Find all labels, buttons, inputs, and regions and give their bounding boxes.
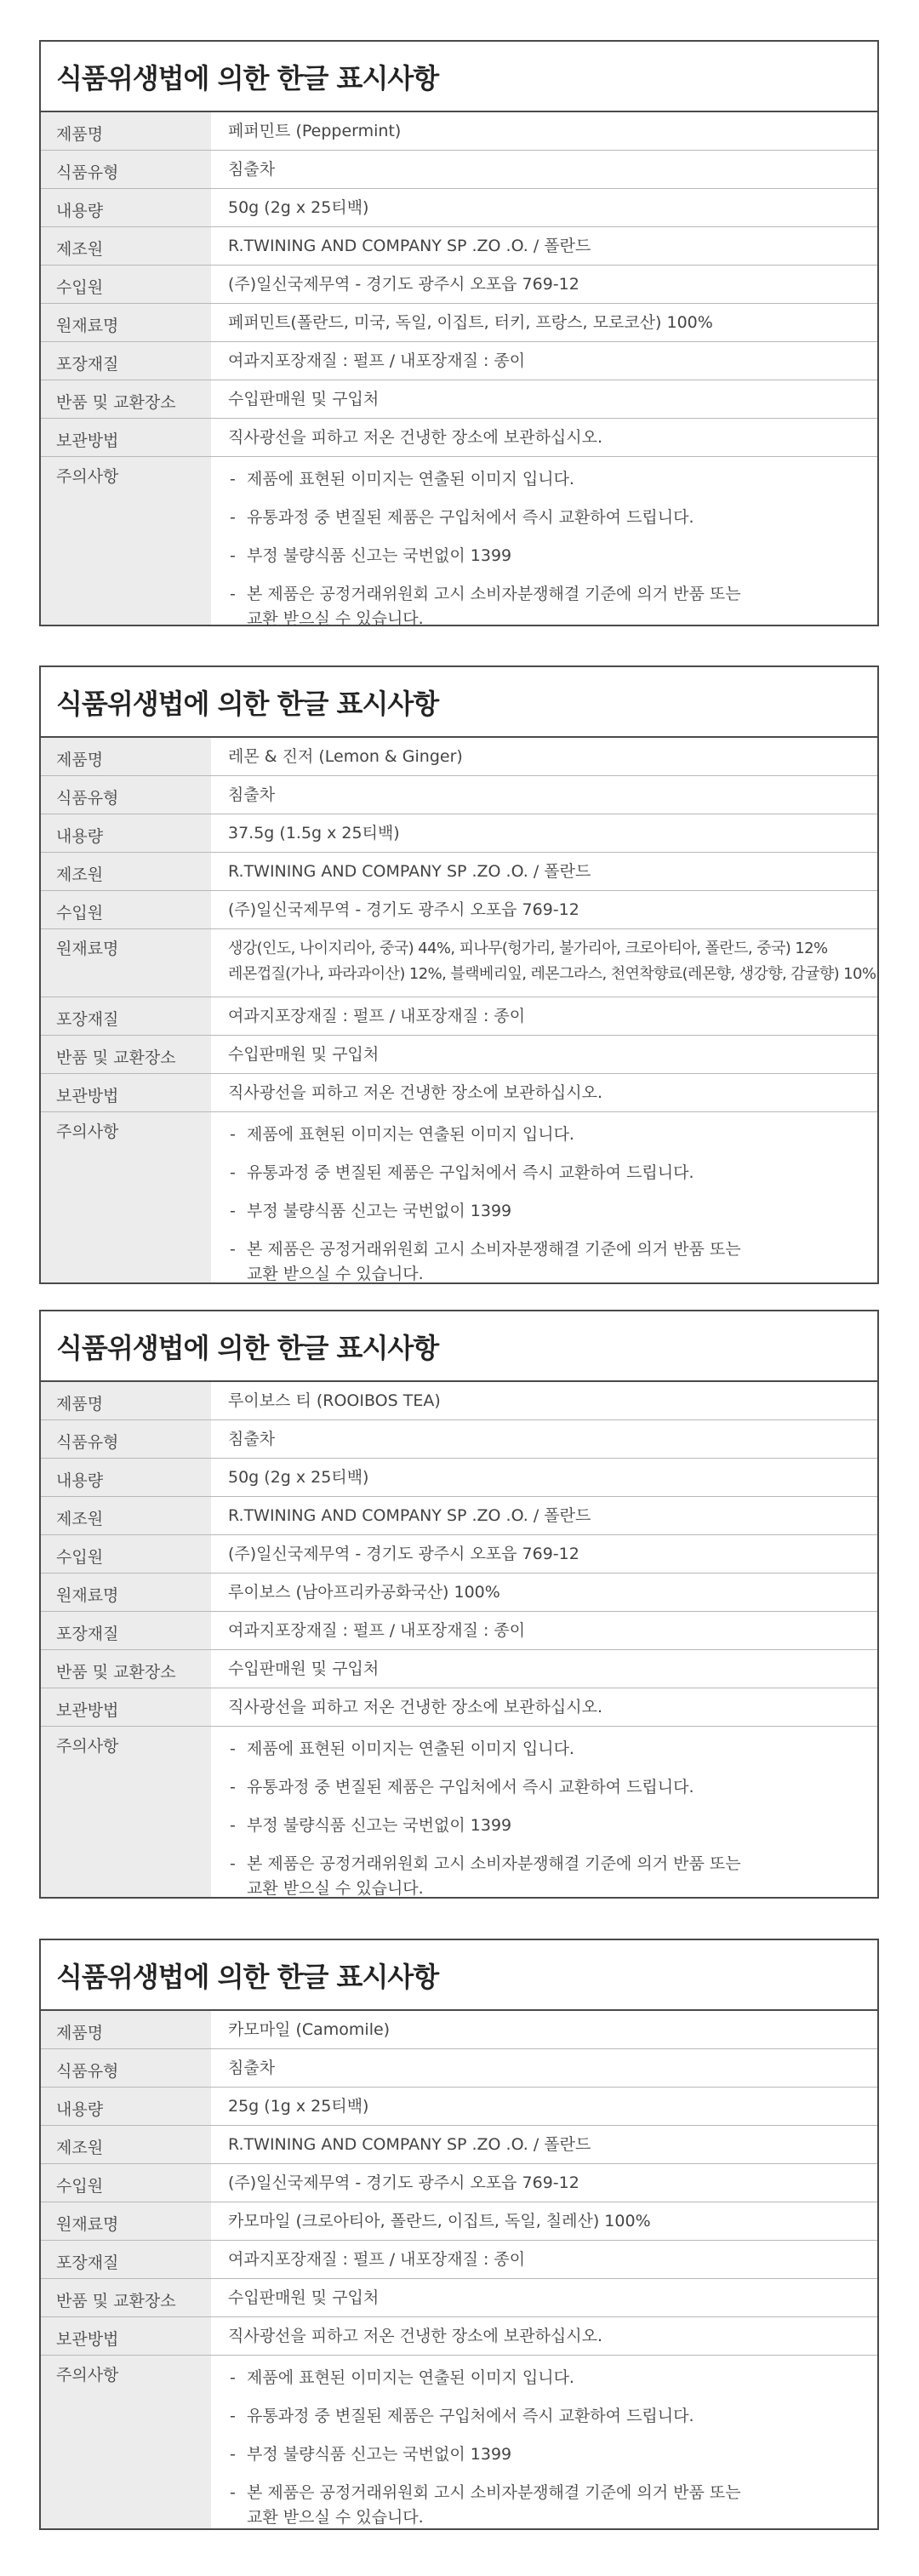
table-row bbox=[41, 2279, 877, 2317]
table-row bbox=[41, 2317, 877, 2356]
row-value bbox=[211, 266, 877, 303]
row-label: 제품명 bbox=[41, 738, 211, 775]
table-row bbox=[41, 342, 877, 380]
caution-text: 유통과정 중 변질된 제품은 구입처에서 즉시 교환하여 드립니다. bbox=[247, 1163, 694, 1182]
caution-text-cont: 교환 받으실 수 있습니다. bbox=[247, 2508, 424, 2527]
row-value bbox=[211, 151, 877, 188]
row-value-line: 페퍼민트(폴란드, 미국, 독일, 이집트, 터키, 프랑스, 모로코산) 100% bbox=[228, 313, 713, 332]
table-row bbox=[41, 2011, 877, 2049]
row-value bbox=[211, 1036, 877, 1073]
row-value bbox=[211, 304, 877, 341]
row-value bbox=[211, 2088, 877, 2125]
caution-text: 본 제품은 공정거래위원회 고시 소비자분쟁해결 기준에 의거 반품 또는 bbox=[247, 1240, 741, 1259]
table-row bbox=[41, 419, 877, 457]
row-value-line: (주)일신국제무역 - 경기도 광주시 오포읍 769-12 bbox=[228, 1545, 579, 1563]
caution-item bbox=[230, 467, 877, 492]
row-label: 수입원 bbox=[41, 2164, 211, 2202]
row-value-line: 루이보스 (남아프리카공화국산) 100% bbox=[228, 1583, 500, 1602]
row-value bbox=[211, 891, 877, 928]
row-label: 수입원 bbox=[41, 266, 211, 303]
table-row bbox=[41, 2241, 877, 2279]
row-value bbox=[211, 1382, 877, 1419]
caution-text: 본 제품은 공정거래위원회 고시 소비자분쟁해결 기준에 의거 반품 또는 bbox=[247, 2483, 741, 2502]
dash-bullet: - bbox=[230, 1163, 236, 1182]
row-label: 제조원 bbox=[41, 227, 211, 265]
row-value-line: (주)일신국제무역 - 경기도 광주시 오포읍 769-12 bbox=[228, 2173, 579, 2192]
row-value bbox=[211, 853, 877, 890]
caution-text: 유통과정 중 변질된 제품은 구입처에서 즉시 교환하여 드립니다. bbox=[247, 1778, 694, 1796]
row-value bbox=[211, 997, 877, 1035]
row-value bbox=[211, 112, 877, 150]
row-label: 포장재질 bbox=[41, 2241, 211, 2278]
row-value-line: 50g (2g x 25티백) bbox=[228, 198, 369, 217]
table-row bbox=[41, 112, 877, 151]
row-label: 보관방법 bbox=[41, 419, 211, 456]
row-value-line: 침출차 bbox=[228, 785, 276, 804]
row-value-line: 여과지포장재질 : 펄프 / 내포장재질 : 종이 bbox=[228, 1621, 526, 1640]
table-row bbox=[41, 1535, 877, 1574]
row-value bbox=[211, 1497, 877, 1534]
label-panel bbox=[39, 665, 879, 1284]
row-value-line: 침출차 bbox=[228, 1430, 276, 1448]
caution-item bbox=[230, 2481, 877, 2530]
dash-bullet: - bbox=[230, 1816, 236, 1835]
table-row bbox=[41, 1420, 877, 1459]
row-value-line: R.TWINING AND COMPANY SP .ZO .O. / 폴란드 bbox=[228, 862, 591, 881]
caution-value bbox=[211, 2356, 877, 2528]
table-row bbox=[41, 1650, 877, 1688]
caution-text: 제품에 표현된 이미지는 연출된 이미지 입니다. bbox=[247, 2368, 574, 2387]
caution-list bbox=[228, 1119, 877, 1287]
caution-row bbox=[41, 1112, 877, 1282]
table-row bbox=[41, 2126, 877, 2164]
table-row bbox=[41, 189, 877, 227]
table-row bbox=[41, 738, 877, 776]
row-label: 원재료명 bbox=[41, 929, 211, 997]
row-label: 수입원 bbox=[41, 1535, 211, 1573]
row-label: 식품유형 bbox=[41, 776, 211, 814]
table-row bbox=[41, 1574, 877, 1612]
dash-bullet: - bbox=[230, 1125, 236, 1144]
row-value bbox=[211, 189, 877, 226]
panel-title: 식품위생법에 의한 한글 표시사항 bbox=[41, 1311, 877, 1382]
caution-list bbox=[228, 2362, 877, 2530]
caution-row bbox=[41, 2356, 877, 2528]
row-label: 내용량 bbox=[41, 814, 211, 852]
caution-row bbox=[41, 457, 877, 628]
row-value bbox=[211, 1420, 877, 1458]
row-label: 식품유형 bbox=[41, 151, 211, 188]
row-label: 주의사항 bbox=[41, 1727, 211, 1897]
row-value bbox=[211, 929, 877, 997]
row-value bbox=[211, 2011, 877, 2048]
row-label: 포장재질 bbox=[41, 342, 211, 380]
row-value-line: 카모마일 (크로아티아, 폴란드, 이집트, 독일, 칠레산) 100% bbox=[228, 2212, 651, 2230]
row-value-line: 직사광선을 피하고 저온 건냉한 장소에 보관하십시오. bbox=[228, 2327, 603, 2345]
caution-item bbox=[230, 2442, 877, 2467]
table-row bbox=[41, 227, 877, 266]
row-value-line: 직사광선을 피하고 저온 건냉한 장소에 보관하십시오. bbox=[228, 428, 603, 447]
caution-text: 본 제품은 공정거래위원회 고시 소비자분쟁해결 기준에 의거 반품 또는 bbox=[247, 1854, 741, 1873]
row-value-line: 수입판매원 및 구입처 bbox=[228, 2288, 380, 2307]
row-value bbox=[211, 342, 877, 380]
row-label: 제조원 bbox=[41, 1497, 211, 1534]
row-value-line: 50g (2g x 25티백) bbox=[228, 1468, 369, 1487]
row-value-line: 직사광선을 피하고 저온 건냉한 장소에 보관하십시오. bbox=[228, 1083, 603, 1102]
row-label: 반품 및 교환장소 bbox=[41, 2279, 211, 2316]
row-value bbox=[211, 1688, 877, 1726]
table-row bbox=[41, 814, 877, 853]
caution-item bbox=[230, 1199, 877, 1224]
table-row bbox=[41, 2164, 877, 2202]
caution-item bbox=[230, 1737, 877, 1762]
row-value bbox=[211, 776, 877, 814]
table-row bbox=[41, 1074, 877, 1112]
panel-title: 식품위생법에 의한 한글 표시사항 bbox=[41, 42, 877, 112]
row-value-line: 생강(인도, 나이지리아, 중국) 44%, 피나무(헝가리, 불가리아, 크로아티아, 폴란드, 중국) 12% bbox=[228, 940, 828, 957]
row-value-line: 카모마일 (Camomile) bbox=[228, 2020, 391, 2039]
row-value bbox=[211, 1535, 877, 1573]
row-value-line: 레몬껍질(가나, 파라과이산) 12%, 블랙베리잎, 레몬그라스, 천연착향료(레몬향, 생강향, 감귤향) 10% bbox=[228, 965, 876, 983]
row-value-line: 침출차 bbox=[228, 160, 276, 179]
table-row bbox=[41, 266, 877, 304]
table-row bbox=[41, 1036, 877, 1074]
row-label: 제품명 bbox=[41, 112, 211, 150]
row-value-line: 25g (1g x 25티백) bbox=[228, 2097, 369, 2116]
row-value-line: 침출차 bbox=[228, 2059, 276, 2077]
row-value bbox=[211, 2241, 877, 2278]
table-row bbox=[41, 1459, 877, 1497]
caution-text: 본 제품은 공정거래위원회 고시 소비자분쟁해결 기준에 의거 반품 또는 bbox=[247, 585, 741, 603]
caution-text: 부정 불량식품 신고는 국번없이 1399 bbox=[247, 2445, 512, 2464]
caution-text: 유통과정 중 변질된 제품은 구입처에서 즉시 교환하여 드립니다. bbox=[247, 2407, 694, 2425]
row-label: 반품 및 교환장소 bbox=[41, 1036, 211, 1073]
table-row bbox=[41, 776, 877, 814]
row-label: 제조원 bbox=[41, 2126, 211, 2163]
dash-bullet: - bbox=[230, 1240, 236, 1259]
row-label: 보관방법 bbox=[41, 2317, 211, 2355]
row-label: 원재료명 bbox=[41, 1574, 211, 1611]
table-row bbox=[41, 1612, 877, 1650]
row-label: 제품명 bbox=[41, 1382, 211, 1419]
caution-text: 제품에 표현된 이미지는 연출된 이미지 입니다. bbox=[247, 470, 574, 488]
row-label: 내용량 bbox=[41, 1459, 211, 1496]
caution-text-cont: 교환 받으실 수 있습니다. bbox=[247, 1265, 424, 1283]
dash-bullet: - bbox=[230, 546, 236, 565]
row-value-line: 여과지포장재질 : 펄프 / 내포장재질 : 종이 bbox=[228, 2250, 526, 2269]
caution-text: 부정 불량식품 신고는 국번없이 1399 bbox=[247, 1816, 512, 1835]
row-value bbox=[211, 2317, 877, 2355]
caution-row bbox=[41, 1727, 877, 1897]
row-value-line: 레몬 & 진저 (Lemon & Ginger) bbox=[228, 747, 463, 766]
row-label: 주의사항 bbox=[41, 457, 211, 625]
dash-bullet: - bbox=[230, 585, 236, 603]
dash-bullet: - bbox=[230, 2483, 236, 2502]
row-value-line: R.TWINING AND COMPANY SP .ZO .O. / 폴란드 bbox=[228, 1506, 591, 1525]
row-label: 주의사항 bbox=[41, 1112, 211, 1282]
row-value-line: 수입판매원 및 구입처 bbox=[228, 1659, 380, 1678]
caution-item bbox=[230, 1237, 877, 1287]
row-label: 보관방법 bbox=[41, 1074, 211, 1111]
caution-item bbox=[230, 505, 877, 530]
row-value-line: 직사광선을 피하고 저온 건냉한 장소에 보관하십시오. bbox=[228, 1698, 603, 1716]
label-panel bbox=[39, 40, 879, 626]
caution-text: 부정 불량식품 신고는 국번없이 1399 bbox=[247, 1202, 512, 1220]
caution-value bbox=[211, 1727, 877, 1897]
caution-item bbox=[230, 1813, 877, 1838]
row-value-line: R.TWINING AND COMPANY SP .ZO .O. / 폴란드 bbox=[228, 237, 591, 255]
row-label: 내용량 bbox=[41, 2088, 211, 2125]
table-row bbox=[41, 1497, 877, 1535]
dash-bullet: - bbox=[230, 1202, 236, 1220]
row-label: 내용량 bbox=[41, 189, 211, 226]
row-value bbox=[211, 380, 877, 418]
dash-bullet: - bbox=[230, 508, 236, 527]
table-row bbox=[41, 853, 877, 891]
caution-item bbox=[230, 544, 877, 568]
row-value bbox=[211, 2164, 877, 2202]
row-value bbox=[211, 2202, 877, 2240]
row-value-line: (주)일신국제무역 - 경기도 광주시 오포읍 769-12 bbox=[228, 275, 579, 294]
row-value bbox=[211, 814, 877, 852]
row-value bbox=[211, 738, 877, 775]
caution-list bbox=[228, 464, 877, 631]
table-row bbox=[41, 1688, 877, 1727]
table-row bbox=[41, 380, 877, 419]
row-value-line: (주)일신국제무역 - 경기도 광주시 오포읍 769-12 bbox=[228, 900, 579, 919]
row-label: 주의사항 bbox=[41, 2356, 211, 2528]
row-label: 식품유형 bbox=[41, 2049, 211, 2087]
row-value bbox=[211, 1650, 877, 1688]
row-value bbox=[211, 227, 877, 265]
row-value bbox=[211, 419, 877, 456]
table-row bbox=[41, 2049, 877, 2088]
row-label: 보관방법 bbox=[41, 1688, 211, 1726]
table-row bbox=[41, 1382, 877, 1420]
row-value-line: 수입판매원 및 구입처 bbox=[228, 390, 380, 408]
row-label: 식품유형 bbox=[41, 1420, 211, 1458]
table-row bbox=[41, 891, 877, 929]
caution-text: 유통과정 중 변질된 제품은 구입처에서 즉시 교환하여 드립니다. bbox=[247, 508, 694, 527]
row-value-line: 여과지포장재질 : 펄프 / 내포장재질 : 종이 bbox=[228, 1007, 526, 1025]
row-value-line: R.TWINING AND COMPANY SP .ZO .O. / 폴란드 bbox=[228, 2135, 591, 2154]
table-row bbox=[41, 2088, 877, 2126]
panel-title: 식품위생법에 의한 한글 표시사항 bbox=[41, 667, 877, 738]
row-value bbox=[211, 1612, 877, 1649]
caution-value bbox=[211, 457, 877, 628]
row-label: 제품명 bbox=[41, 2011, 211, 2048]
caution-item bbox=[230, 2404, 877, 2429]
caution-item bbox=[230, 1122, 877, 1147]
caution-item bbox=[230, 1852, 877, 1901]
caution-text-cont: 교환 받으실 수 있습니다. bbox=[247, 1879, 424, 1898]
caution-text: 제품에 표현된 이미지는 연출된 이미지 입니다. bbox=[247, 1125, 574, 1144]
dash-bullet: - bbox=[230, 1778, 236, 1796]
table-row bbox=[41, 2202, 877, 2241]
panel-title: 식품위생법에 의한 한글 표시사항 bbox=[41, 1940, 877, 2011]
table-row bbox=[41, 929, 877, 997]
caution-value bbox=[211, 1112, 877, 1282]
row-label: 포장재질 bbox=[41, 997, 211, 1035]
dash-bullet: - bbox=[230, 2407, 236, 2425]
row-label: 포장재질 bbox=[41, 1612, 211, 1649]
table-row bbox=[41, 304, 877, 342]
caution-text: 부정 불량식품 신고는 국번없이 1399 bbox=[247, 546, 512, 565]
label-panel bbox=[39, 1310, 879, 1899]
caution-text: 제품에 표현된 이미지는 연출된 이미지 입니다. bbox=[247, 1739, 574, 1758]
row-label: 반품 및 교환장소 bbox=[41, 1650, 211, 1688]
caution-item bbox=[230, 1161, 877, 1185]
dash-bullet: - bbox=[230, 1854, 236, 1873]
caution-list bbox=[228, 1734, 877, 1901]
label-panel bbox=[39, 1939, 879, 2530]
row-value-line: 루이보스 티 (ROOIBOS TEA) bbox=[228, 1391, 441, 1410]
row-value-line: 수입판매원 및 구입처 bbox=[228, 1045, 380, 1064]
row-value bbox=[211, 2049, 877, 2087]
caution-text-cont: 교환 받으실 수 있습니다. bbox=[247, 609, 424, 628]
dash-bullet: - bbox=[230, 2368, 236, 2387]
row-value bbox=[211, 2279, 877, 2316]
row-value-line: 37.5g (1.5g x 25티백) bbox=[228, 824, 400, 842]
row-value-line: 여과지포장재질 : 펄프 / 내포장재질 : 종이 bbox=[228, 351, 526, 370]
caution-item bbox=[230, 582, 877, 631]
row-value bbox=[211, 1574, 877, 1611]
table-row bbox=[41, 151, 877, 189]
row-value bbox=[211, 1459, 877, 1496]
row-label: 원재료명 bbox=[41, 2202, 211, 2240]
dash-bullet: - bbox=[230, 470, 236, 488]
table-row bbox=[41, 997, 877, 1036]
dash-bullet: - bbox=[230, 1739, 236, 1758]
row-label: 원재료명 bbox=[41, 304, 211, 341]
row-label: 반품 및 교환장소 bbox=[41, 380, 211, 418]
row-value bbox=[211, 1074, 877, 1111]
caution-item bbox=[230, 1775, 877, 1800]
row-label: 수입원 bbox=[41, 891, 211, 928]
dash-bullet: - bbox=[230, 2445, 236, 2464]
row-value bbox=[211, 2126, 877, 2163]
row-value-line: 페퍼민트 (Peppermint) bbox=[228, 122, 402, 140]
caution-item bbox=[230, 2366, 877, 2390]
row-label: 제조원 bbox=[41, 853, 211, 890]
